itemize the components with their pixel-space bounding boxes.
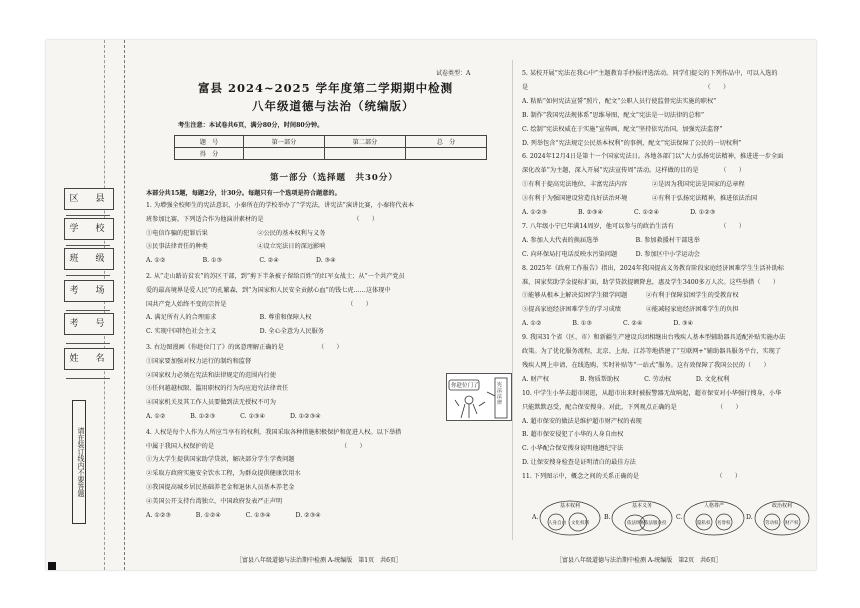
question-text-line: B. 超市保安侵犯了小华的人身自由权: [522, 431, 624, 439]
question-text-line: 11. 下列图示中，概念之间的关系正确的是 （ ）: [522, 473, 742, 481]
question-text-line: D. 让保安搜身检查是证明清白的最佳方法: [522, 459, 636, 467]
binding-field-name: [66, 378, 110, 379]
question-text-line: 是 （ ）: [522, 83, 730, 91]
question-text-line: 2. 从“走山路访贫农”的苏区干部，到“剪下半条被子留给百姓”的红军女战士；从“一个共产党员: [146, 273, 405, 280]
binding-field-exam-number: [66, 343, 110, 344]
binding-warning-note: 请在装订线内不要答题: [72, 400, 86, 524]
diagram-a-outer: 基本权利: [560, 503, 581, 509]
question-text-line: ①有利于提高宪法地位，丰富宪法内容 ②是因为我国宪法是国家的总章程: [522, 181, 745, 189]
question-text-line: 4. 人权是每个人作为人所应当享有的权利，我国采取各种措施积极保护和促进人权。以下举措: [146, 428, 402, 436]
question-text-line: ②国家权力必须在宪法和法律规定的范围内行使: [146, 371, 276, 379]
question-text-line: 准，国家奖助学金提标扩面，助学贷款提额降息，惠及学生3400多万人次。这些举措（ ）: [522, 278, 780, 286]
question-text-line: A. ①②③ B. ②③④ C. ①②④ D. ①②③: [522, 209, 716, 216]
diagram-c-inner1: 隐私权: [697, 521, 711, 526]
question-text-line: 10. 中学生小华去超市闲逛，从超市出来时被报警器无故响起，超市保安对小华强行搜身，小华: [522, 389, 782, 397]
binding-label-exam-room: 考 场: [64, 280, 114, 302]
question-text-line: C. 小华配合保安搜身说明他遵纪守法: [522, 445, 624, 453]
cartoon-caption: 你趁位门了: [451, 383, 479, 389]
question-text-line: 1. 为增强全校师生的宪法意识，小秦所在的学校举办了“学宪法，讲宪法”演讲比赛，小秦将代表本: [146, 202, 414, 209]
question-text-line: 5. 某校开展“宪法在我心中”主题教育手抄报评选活动。同学们提交的下列作品中，可以入选的: [522, 70, 778, 77]
diagram-option-c[interactable]: C.: [676, 514, 683, 521]
diagram-c-inner2: 名誉权: [717, 521, 731, 526]
binding-field-district: [66, 215, 110, 216]
question-text-line: 9. 我国31个省（区、市）和新疆生产建设兵团相继出台残疾人基本型辅助器具适配补贴实施办法: [522, 334, 786, 342]
binding-label-name: 姓 名: [64, 348, 114, 370]
diagram-b-inner2: 依法服兵役: [644, 521, 667, 526]
question-text-line: 3. 右边图漫画《你趁位门了》的寓意理解正确的是 （ ）: [146, 344, 343, 351]
question-text-line: A. 满足所有人的合理需求 B. 尊重和保障人权: [146, 314, 312, 322]
binding-field-exam-room: [66, 310, 110, 311]
question-text-line: ③任何越越权限、滥用职权的行为均应追究法律责任: [146, 385, 289, 393]
question-text-line: D. 列举包含“宪法规定公民基本权利”的事例，配文“宪法保障了公民的一切权利”: [522, 139, 742, 147]
question-text-line: ③我国提高城乡居民基础养老金和退休人员基本养老金: [146, 484, 295, 491]
question-text-line: ①电信诈骗的犯罪后果 ②公民的基本权利与义务: [146, 229, 326, 237]
page2-footer: ［富县八年级道德与法治期中检测 A-统编版 第2页 共6页］: [556, 557, 722, 564]
question-text-line: 8. 2025年《政府工作报告》指出，2024年我国提高义务教育阶段家庭经济困难学生生活补助标: [522, 264, 785, 272]
exam-type-label: 试卷类型：A: [436, 70, 471, 77]
score-field-part1[interactable]: [244, 148, 325, 160]
question-text-line: ③有利于为强国建设营造良好法治环境 ④有利于弘扬宪法精神，推进依法治国: [522, 195, 758, 203]
question-text-line: ①能够从根本上解决贫困学生辍学问题 ②有利于保障贫困学生的受教育权: [522, 292, 739, 300]
diagram-a-inner2: 文化权利: [571, 521, 589, 526]
question-text-line: A. ①② B. ①③ C. ②④ D. ③④: [146, 257, 336, 265]
diagram-b-outer: 基本义务: [632, 503, 653, 509]
exam-subtitle: 八年级道德与法治（统编版）: [252, 99, 415, 113]
cartoon-sign: 宪法法律: [497, 382, 503, 406]
score-field-total[interactable]: [406, 148, 487, 160]
question-text-line: ①国家要加强对权力运行的制约和监督: [146, 357, 252, 365]
diagram-a-inner1: 人身自由: [548, 521, 566, 526]
question-text-line: 只能默默忍受，配合保安搜身。对此，下列观点正确的是 （ ）: [522, 403, 742, 411]
question-text-line: ①为大学生提供国家助学贷款，解决部分学生学费问题: [146, 456, 295, 464]
score-table-cell: 第一部分: [244, 136, 325, 148]
scan-corner-mark: [48, 562, 56, 570]
question-text-line: 深化改革”为主题，深入开展“宪法宣传周”活动。这样做的目的是 （ ）: [522, 167, 745, 175]
question-text-line: ②采取方政府实施安全饮水工程，为群众提供健康饮用水: [146, 470, 301, 478]
question-text-line: A. ①②③ B. ①②④ C. ①③④ D. ②③④: [146, 511, 321, 519]
question-text-line: A. 参加人大代表的换届选举 B. 参加救援村干部选举: [522, 236, 700, 244]
score-field-part2[interactable]: [325, 148, 406, 160]
binding-dashed-line-inner: [104, 40, 105, 570]
page1-footer: ［富县八年级道德与法治期中检测 A-统编版 第1页 共6页］: [236, 557, 402, 564]
diagram-c-outer: 人格尊严: [704, 503, 725, 509]
binding-margin: [46, 40, 134, 570]
binding-field-class: [66, 275, 110, 276]
section1-heading: 第一部分（选择题 共30分）: [270, 173, 398, 183]
diagram-b-inner1: 依法纳税: [627, 521, 645, 526]
score-table-score-row: [175, 148, 487, 160]
score-table-cell: 总 分: [406, 136, 487, 148]
score-table: [174, 135, 487, 160]
question-text-line: C. 向环保局打电话反映水污染问题 D. 参加区中小学运动会: [522, 250, 700, 258]
question-text-line: A. ①② B. ①②③ C. ①③④ D. ①②③④: [146, 413, 321, 420]
cartoon-image: [446, 373, 512, 421]
exam-paper: [46, 40, 816, 570]
score-table-cell: 第二部分: [325, 136, 406, 148]
question-text-line: A. ①② B. ①③ C. ②④ D. ③④: [522, 320, 694, 328]
binding-label-exam-number: 考 号: [64, 313, 114, 335]
question-text-line: A. 粘贴“如何宪法宣誓”照片，配文“公职人员行使监督宪法实施的职权”: [522, 97, 717, 105]
binding-label-district: 区 县: [64, 188, 114, 210]
binding-label-class: 班 级: [64, 248, 114, 270]
exam-title: 富县 2024~2025 学年度第二学期期中检测: [198, 81, 454, 95]
score-table-header-row: [175, 136, 487, 148]
question-text-line: A. 财产权 B. 物质帮助权 C. 劳动权 D. 文化权利: [522, 375, 730, 383]
score-table-cell: 得 分: [175, 148, 244, 160]
question-text-line: 政策。为了优化服务流程，北京、上海、江苏等地搭建了“互联网+”辅助器具服务平台，实现了: [522, 348, 782, 355]
diagram-d-inner2: 财产权: [785, 521, 799, 526]
question-text-line: 残疾人网上申请、在线选购、实时补贴等“一站式”服务。这有效保障了我国公民的（ ）: [522, 361, 770, 369]
diagram-option-a[interactable]: A.: [532, 514, 539, 521]
question-text-line: 班参加比赛。下列适合作为他演讲素材的是 （ ）: [146, 215, 379, 223]
question-text-line: 7. 八年级小宁已年满14周岁，他可以参与的政治生活有 （ ）: [522, 222, 746, 230]
diagram-d-outer: 政治权利: [772, 503, 793, 509]
question-text-line: A. 超市保安的做法是维护超市财产权的表现: [522, 417, 642, 425]
right-column: [516, 40, 812, 570]
question-text-line: ④美国公开支持台湾独立，中国政府发表严正声明: [146, 497, 283, 505]
question-text-line: 爱的最高境界是爱人民”的孔繁森，到“为国家和人民安全贡献心血”的钱七虎……这体现中: [146, 286, 391, 294]
left-column: [140, 40, 510, 570]
binding-dashed-line: [124, 40, 125, 570]
q11-diagram-options: [532, 498, 810, 538]
binding-label-school: 学 校: [64, 218, 114, 240]
diagram-option-d[interactable]: D.: [746, 514, 753, 521]
question-text-line: 国共产党人始终不变的宗旨是 （ ）: [146, 300, 372, 308]
question-text-line: 中属于我国人权保护的是 （ ）: [146, 442, 366, 450]
question-text-line: C. 绘制“宪法权威在于实施”宣传画，配文“坚持依宪治国，加强宪法监督”: [522, 125, 723, 133]
question-text-line: ③民事法律责任的种类 ④设立宪法日的深远影响: [146, 243, 326, 251]
binding-field-school: [66, 245, 110, 246]
section1-intro: 本部分共15题，每题2分，计30分。每题只有一个选项是符合题意的。: [146, 190, 341, 197]
question-text-line: C. 实现中国特色社会主义 D. 全心全意为人民服务: [146, 328, 324, 336]
score-table-cell: 题 号: [175, 136, 244, 148]
exam-notice: 考生注意：本试卷共6页，满分80分，时间80分钟。: [178, 122, 324, 129]
question-text-line: ④国家机关及其工作人员要做到法无授权不可为: [146, 399, 276, 407]
question-text-line: ③提高家庭经济困难学生的学习成绩 ④能减轻家庭经济困难学生的负担: [522, 306, 739, 314]
diagram-option-b[interactable]: B.: [604, 514, 611, 521]
question-text-line: B. 制作“我国宪法规体系”思维导图，配文“宪法是一切法律的总和”: [522, 111, 705, 119]
question-text-line: 6. 2024年12月4日是第十一个国家宪法日。各地各部门以“大力弘扬宪法精神，推进进一步全面: [522, 153, 784, 161]
diagram-d-inner1: 劳动权: [765, 521, 779, 526]
column-divider: [512, 60, 513, 540]
